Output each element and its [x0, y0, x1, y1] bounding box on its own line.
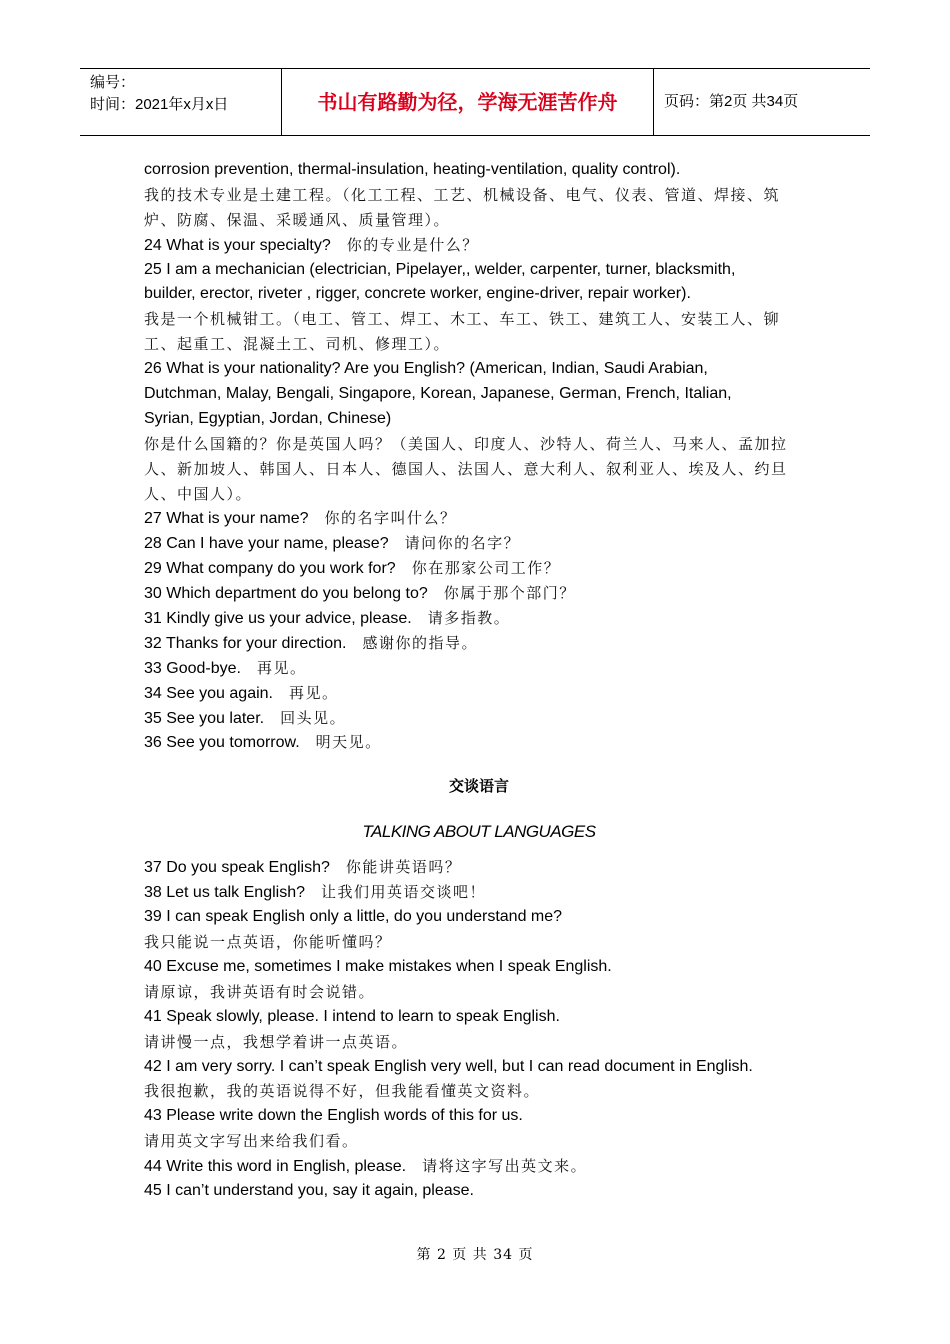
text-line [144, 1104, 814, 1129]
text-line [144, 855, 814, 880]
header-meta [80, 69, 282, 135]
text-line [144, 1129, 814, 1154]
english-text: corrosion prevention, thermal-insulation, heating-ventilation, quality control). [144, 161, 681, 178]
english-text: 27 What is your name? [144, 510, 309, 528]
text-line [144, 158, 814, 183]
text-line [144, 980, 814, 1005]
text-line [144, 407, 814, 432]
english-text: 34 See you again. [144, 684, 273, 702]
text-line [144, 531, 814, 556]
chinese-text: 请多指教。 [427, 609, 511, 628]
english-text: 41 Speak slowly, please. I intend to learn to speak English. [144, 1007, 560, 1025]
text-line [144, 258, 814, 283]
text-line [144, 1055, 814, 1080]
text-line [144, 307, 814, 332]
text-line [144, 208, 814, 233]
english-text: 40 Excuse me, sometimes I make mistakes when I speak English. [144, 957, 612, 975]
text-line [144, 183, 814, 208]
english-text: 31 Kindly give us your advice, please. [144, 610, 412, 628]
chinese-text: 感谢你的指导。 [362, 633, 478, 652]
text-line [144, 955, 814, 980]
text-line [144, 1154, 814, 1179]
text-line [144, 282, 814, 307]
english-text: 38 Let us talk English? [144, 884, 305, 902]
chinese-text: 我只能说一点英语，你能听懂吗？ [144, 933, 392, 952]
text-line [144, 432, 814, 457]
text-line [144, 656, 814, 681]
text-line [144, 233, 814, 258]
english-text: 32 Thanks for your direction. [144, 634, 347, 652]
english-text: 44 Write this word in English, please. [144, 1158, 407, 1176]
text-line [144, 1179, 814, 1204]
chinese-text: 工、起重工、混凝土工、司机、修理工）。 [144, 335, 451, 354]
document-body [144, 158, 814, 1204]
chinese-text: 你的专业是什么？ [346, 235, 479, 254]
text-line [144, 880, 814, 905]
chinese-text: 你在那家公司工作？ [411, 559, 561, 578]
page-footer: 第 2 页 共 34 页 [416, 1247, 534, 1263]
english-text: 26 What is your nationality? Are you English? (American, Indian, Saudi Arabian, [144, 360, 708, 378]
text-line [144, 457, 814, 482]
english-text: 43 Please write down the English words of this for us. [144, 1107, 523, 1125]
chinese-text: 请原谅，我讲英语有时会说错。 [144, 982, 376, 1001]
text-line [144, 332, 814, 357]
chinese-text: 你是什么国籍的？你是英国人吗？（美国人、印度人、沙特人、荷兰人、马来人、孟加拉 [144, 434, 788, 453]
chinese-text: 我很抱歉，我的英语说得不好，但我能看懂英文资料。 [144, 1082, 541, 1101]
english-text: 25 I am a mechanician (electrician, Pipelayer,, welder, carpenter, turner, blacksmith, [144, 260, 736, 278]
text-line [144, 581, 814, 606]
chinese-text: 请将这字写出英文来。 [422, 1157, 588, 1176]
english-text: 28 Can I have your name, please? [144, 535, 389, 553]
chinese-text: 人、中国人）。 [144, 484, 253, 503]
text-block-2 [144, 855, 814, 1203]
english-text: Syrian, Egyptian, Jordan, Chinese) [144, 409, 392, 427]
text-line [144, 681, 814, 706]
chinese-text: 再见。 [289, 683, 339, 702]
text-line [144, 905, 814, 930]
text-line [144, 631, 814, 656]
chinese-text: 回头见。 [280, 708, 347, 727]
page-header [80, 68, 870, 136]
text-line [144, 706, 814, 731]
text-line [144, 1030, 814, 1055]
document-date: 时间：2021年x月x日 [90, 96, 229, 113]
text-line [144, 730, 814, 755]
chinese-text: 请讲慢一点，我想学着讲一点英语。 [144, 1032, 409, 1051]
section-title-chinese: 交谈语言 [448, 777, 509, 796]
english-text: Dutchman, Malay, Bengali, Singapore, Korean, Japanese, German, French, Italian, [144, 385, 732, 403]
english-text: 24 What is your specialty? [144, 236, 331, 254]
text-line [144, 1079, 814, 1104]
english-text: 45 I can’t understand you, say it again, please. [144, 1181, 474, 1199]
chinese-text: 让我们用英语交谈吧！ [321, 883, 487, 902]
header-page-number: 页码：第2页 共34页 [664, 93, 799, 110]
chinese-text: 你能讲英语吗？ [345, 858, 462, 877]
english-text: 30 Which department do you belong to? [144, 585, 428, 603]
chinese-text: 炉、防腐、保温、采暖通风、质量管理）。 [144, 210, 451, 229]
section-title-english: TALKING ABOUT LANGUAGES [362, 822, 596, 842]
text-line [144, 556, 814, 581]
text-block-1 [144, 158, 814, 755]
text-line [144, 506, 814, 531]
chinese-text: 我是一个机械钳工。（电工、管工、焊工、木工、车工、铁工、建筑工人、安装工人、铆 [144, 310, 781, 329]
english-text: 33 Good-bye. [144, 659, 241, 677]
english-text: 29 What company do you work for? [144, 560, 396, 578]
english-text: builder, erector, riveter , rigger, concrete worker, engine-driver, repair worker). [144, 285, 691, 303]
chinese-text: 请问你的名字？ [404, 534, 521, 553]
text-line [144, 357, 814, 382]
document-number-label: 编号： [90, 74, 136, 91]
text-line [144, 1005, 814, 1030]
chinese-text: 你属于那个部门？ [443, 584, 576, 603]
chinese-text: 你的名字叫什么？ [324, 509, 457, 528]
chinese-text: 再见。 [256, 658, 307, 677]
text-line [144, 482, 814, 507]
english-text: 35 See you later. [144, 709, 265, 727]
english-text: 37 Do you speak English? [144, 859, 330, 877]
text-line [144, 382, 814, 407]
english-text: 39 I can speak English only a little, do you understand me? [144, 908, 563, 926]
chinese-text: 人、新加坡人、韩国人、日本人、德国人、法国人、意大利人、叙利亚人、埃及人、约旦 [144, 459, 788, 478]
text-line [144, 606, 814, 631]
chinese-text: 请用英文字写出来给我们看。 [144, 1132, 359, 1151]
chinese-text: 我的技术专业是土建工程。（化工工程、工艺、机械设备、电气、仪表、管道、焊接、筑 [144, 185, 781, 204]
chinese-text: 明天见。 [315, 733, 382, 752]
header-motto: 书山有路勤为径，学海无涯苦作舟 [282, 69, 654, 135]
text-line [144, 930, 814, 955]
english-text: 36 See you tomorrow. [144, 734, 300, 752]
english-text: 42 I am very sorry. I can’t speak English very well, but I can read document in English. [144, 1057, 753, 1075]
